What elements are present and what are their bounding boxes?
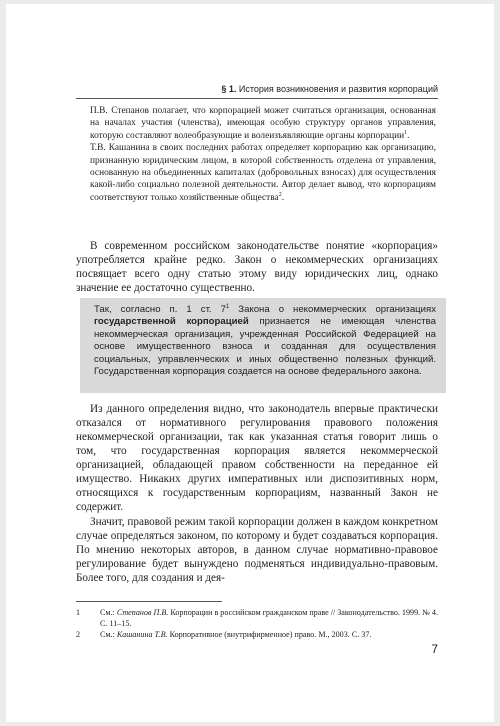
footnote-ref-1: 1 bbox=[404, 129, 408, 136]
quote-paragraph-stepanov: П.В. Степанов полагает, что корпорацией может считаться организация, основанная на началах участия (членства), имеющая особую структуру органов управления, которую составляют волеобразующие и волеизъявляющие органы корпорации$^1$. bbox=[90, 106, 436, 141]
definition-callout-box bbox=[80, 298, 446, 393]
quote-paragraph-kashanina: Т.В. Кашанина в своих последних работах определяет корпорацию как организацию, признанную юридическим лицом, в которой собственность отделена от управления, основанную на объединенных капиталах (добровольных взносах) для осуществления какой-либо социально полезной деятельности. Автор делает вывод, что корпорациям соответствуют только хозяйственные общества$^2$. bbox=[90, 143, 436, 203]
footnote-number: 2 bbox=[76, 630, 81, 639]
section-title: История возникновения и развития корпораций bbox=[238, 84, 438, 94]
book-page bbox=[6, 4, 494, 722]
page-number: 7 bbox=[431, 642, 438, 656]
callout-bold-term: государственной корпорацией bbox=[94, 316, 249, 328]
body-paragraph-3: Значит, правовой режим такой корпорации должен в каждом конкретном случае определяться законом, по которому и будет создаваться корпорация. По мнению некоторых авторов, в данном случае нормативно-правовое регулирование будет вынуждено подменяться индивидуально-правовым. Более того, для создания и дея- bbox=[76, 516, 438, 584]
footnote-number: 1 bbox=[76, 608, 81, 617]
block-quote bbox=[90, 105, 436, 204]
body-paragraph-1: В современном российском законодательстве понятие «корпорация» употребляется крайне редко. Закон о некоммерческих организациях посвящает всего одну статью этому виду юридических лиц, однако значение ее достаточно существенно. bbox=[76, 240, 438, 294]
running-header bbox=[202, 84, 438, 94]
footnote-ref-2: 2 bbox=[278, 191, 282, 198]
footnote-2 bbox=[76, 629, 438, 640]
header-rule bbox=[76, 98, 438, 99]
section-mark: § 1. bbox=[221, 84, 237, 94]
footnote-rule bbox=[76, 601, 222, 602]
article-superscript: 1 bbox=[225, 303, 230, 310]
footnote-1 bbox=[76, 607, 438, 629]
footnote-text: См.: Кашанина Т.В. Корпоративное (внутрифирменное) право. М., 2003. С. 37. bbox=[100, 630, 372, 639]
callout-text: Так, согласно п. 1 ст. $7^1$ Закона о некоммерческих организациях государственной корпорацией признается не имеющая членства некоммерческая организация, учрежденная Российской Федерацией на основе имущественного взноса и созданная для осуществления социальных, управленческих и иных общественно полезных функций. Государственная корпорация создается на основе федерального закона. bbox=[94, 303, 436, 378]
footnote-text: См.: Степанов П.В. Корпорации в российском гражданском праве // Законодательство. 1999. № 4. С. 11–15. bbox=[100, 608, 438, 628]
body-paragraph-2: Из данного определения видно, что законодатель впервые практически отказался от нормативного регулирования правового положения некоммерческой организации, так как указанная статья говорит лишь о том, что государственная корпорация является некоммерческой организацией, обладающей правом собственности на переданное ей имущество. Никаких других императивных или диспозитивных норм, относящихся к государственным корпорациям, названный Закон не содержит. bbox=[76, 403, 438, 513]
footnotes bbox=[76, 607, 438, 640]
